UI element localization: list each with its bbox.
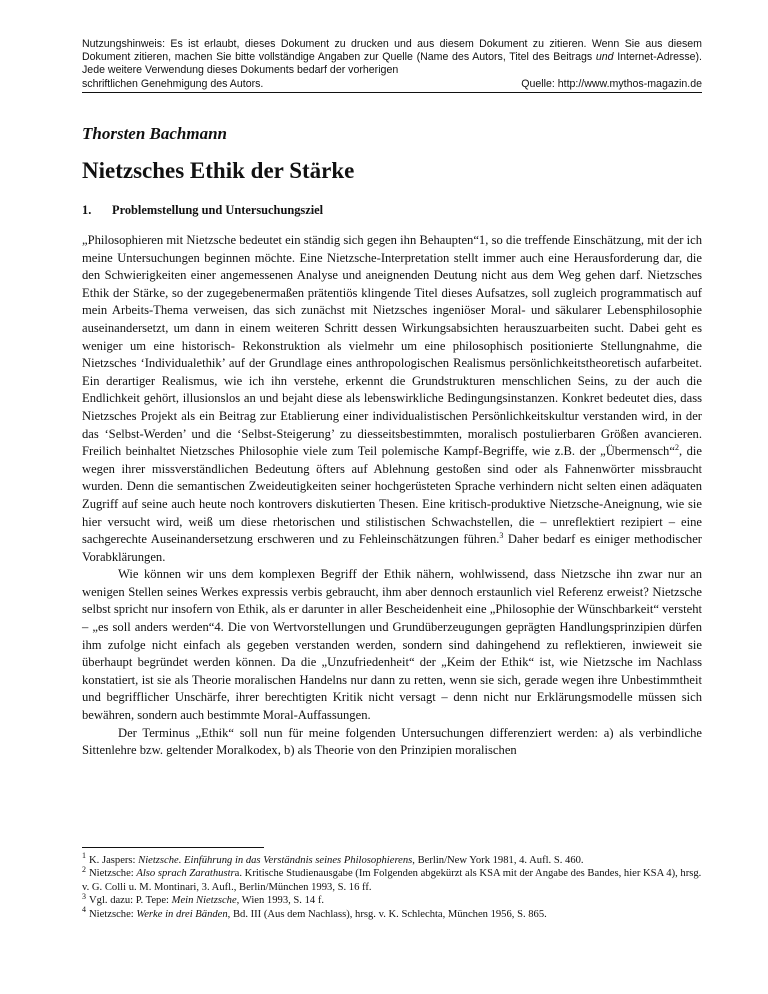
footnote-text: Nietzsche: [89, 908, 137, 920]
section-heading [82, 203, 323, 218]
section-title: Problemstellung und Untersuchungsziel [112, 203, 324, 217]
footnote-separator [82, 847, 264, 848]
paragraph-1-part-c: Daher bedarf es einiger methodischer Vorabklärungen. [82, 532, 703, 564]
footnote-number: 3 [82, 891, 86, 901]
footnote-1 [82, 851, 702, 867]
usage-notice-part-2: Internet-Adresse). Jede weitere Verwendung dieses Dokuments bedarf der vorherigen [82, 51, 702, 77]
footnotes [82, 851, 702, 921]
usage-notice [82, 38, 702, 93]
footnote-text: , Bd. III (Aus dem Nachlass), hrsg. v. K. Schlechta, München 1956, S. 865. [227, 908, 547, 920]
footnote-work-title: Werke in drei Bänden [136, 908, 228, 920]
document-title: Nietzsches Ethik der Stärke [82, 158, 355, 183]
footnote-text: Vgl. dazu: P. Tepe: [89, 895, 172, 907]
footnote-work-title: Nietzsche. Einführung in das Verständnis seines Philosophierens [138, 855, 413, 866]
usage-notice-italic: und [595, 51, 614, 64]
paragraph-3: Der Terminus „Ethik“ soll nun für meine folgenden Untersuchungen differenziert werden: a) als verbindliche Sittenlehre bzw. geltender Moralkodex, b) als Theorie von den Prinzipien moralischen [82, 725, 702, 758]
usage-notice-last-line [82, 78, 702, 91]
footnote-text: , Berlin/New York 1981, 4. Aufl. S. 460. [412, 855, 584, 866]
footnote-work-title: Mein Nietzsche [171, 895, 237, 907]
footnote-work-title: Also sprach Zarathustr [136, 868, 235, 880]
footnote-text: a. Kritische Studienausgabe (Im Folgenden abgekürzt als KSA mit der Angabe des Bandes, hier KSA 4), hrsg. v. G. Colli u. M. Montinari, 3. Aufl., Berlin/München 1993, S. 16 ff. [82, 868, 702, 893]
footnote-2 [82, 864, 702, 894]
footnote-text: Nietzsche: [89, 868, 137, 880]
footnote-number: 1 [82, 851, 86, 861]
body-text [82, 232, 702, 760]
author-name: Thorsten Bachmann [82, 124, 228, 143]
source-url: Quelle: http://www.mythos-magazin.de [521, 77, 702, 90]
usage-notice-permission: schriftlichen Genehmigung des Autors. [82, 77, 264, 90]
footnote-ref-2: 2 [674, 442, 679, 452]
footnote-4 [82, 905, 702, 921]
section-number: 1. [82, 203, 92, 217]
footnote-text: , Wien 1993, S. 14 f. [236, 895, 325, 907]
paragraph-1 [82, 232, 702, 566]
paragraph-1-part-a: „Philosophieren mit Nietzsche bedeutet ein ständig sich gegen ihn Behaupten“1, so die treffende Einschätzung, mit der ich meine Untersuchungen beginnen möchte. Eine Nietzsche-Interpretation stellt immer auch eine Herausforderung dar, die den Schwierigkeiten einer angemessenen Analyse und aneignenden Deutung nicht aus dem Weg gehen darf. Nietzsches Ethik der Stärke, so der zugegebenermaßen prätentiös klingende Titel dieses Aufsatzes, soll zugleich programmatisch auf mein Arbeits-Thema verweisen, das sich zunächst mit Nietzsches ingeniöser Moral- und säkularer Lebensphilosophie auseinandersetzt, um dann in einem weiteren Schritt dessen Wirkungsabsichten herauszuarbeiten sucht. Dabei geht es weniger um eine historisch- Rekonstruktion als vielmehr um eine philosophisch positionierte Stellungnahme, die Nietzsches ‘Individualethik’ auf der Grundlage eines anthropologischen Realismus persönlichkeitstheoretisch aufarbeitet. Ein derartiger Realismus, wie ich ihn verstehe, erkennt die Grundstrukturen menschlichen Seins, zu der auch die Endlichkeit gehört, illusionslos an und bejaht diese als lebenswirkliche Bedingungsinstanzen. Konkret bedeutet dies, dass Nietzsches Projekt als ein Beitrag zur Etablierung einer individualistischen Persönlichkeitskultur verstanden wird, in der das ‘Selbst-Werden’ und die ‘Selbst-Steigerung’ zu diesseitsbestimmten, moralisch postulierbaren Größen avancieren. Freilich beinhaltet Nietzsches Philosophie viele zum Teil polemische Kampf-Begriffe, wie z.B. der „Übermensch“ [82, 233, 702, 459]
paragraph-2: Wie können wir uns dem komplexen Begriff der Ethik nähern, wohlwissend, dass Nietzsche ihn zwar nur an wenigen Stellen seines Werkes expressis verbis gebraucht, ihm aber dennoch erstaunlich viel Referenz erweist? Nietzsche selbst spricht nur insofern von Ethik, als er darunter in aller Bescheidenheit eine „Philosophie der Wünschbarkeit“ versteht – „es soll anders werden“4. Die von Wertvorstellungen und Grundüberzeugungen geprägten Handlungsprinzipien dürfen ihm zufolge nicht einfach als gegeben verstanden werden, sondern sind dahingehend zu reflektieren, inwieweit sie überhaupt begründet werden können. Da die „Unzufriedenheit“ der „Keim der Ethik“ ist, wie Nietzsche im Nachlass konstatiert, ist sie als Theorie moralischen Handelns nur dann zu retten, wenn sie sich, gerade wegen ihre Unbestimmtheit und begrifflicher Unschärfe, ihrer berechtigten Kritik nicht versagt – denn nicht nur Erklärungsmodelle müssen sich bewähren, sondern auch bestimmte Moral-Auffassungen. [82, 567, 702, 723]
footnote-number: 4 [82, 905, 86, 915]
usage-notice-text [82, 38, 702, 78]
footnote-number: 2 [82, 864, 86, 874]
footnote-ref-3: 3 [499, 530, 504, 540]
usage-notice-part-1: Nutzungshinweis: Es ist erlaubt, dieses Dokument zu drucken und aus diesem Dokument zu zitieren. Wenn Sie aus diesem Dokument zitieren, machen Sie bitte vollständige Angaben zur Quelle (Name des Autors, Titel des Beitrags [82, 38, 702, 64]
paragraph-1-part-b: , die wegen ihrer missverständlichen Bedeutung öfters auf Ablehnung gestoßen sind oder als Fahnenwörter missbraucht wurden. Denn die semantischen Zweideutigkeiten seiner hochgerüsteten Sprache verhindern nicht selten einen adäquaten Zugriff auf seine auch heute noch kontrovers diskutierten Thesen. Eine kritisch-produktive Nietzsche-Aneignung, wie sie hier versucht wird, weiß um diese rhetorischen und stilistischen Schwachstellen, die – unreflektiert rezipiert – eine sachgerechte Auseinandersetzung erschweren und zu Fehleinschätzungen führen. [82, 444, 702, 547]
footnote-3 [82, 891, 702, 907]
footnote-text: K. Jaspers: [89, 855, 139, 866]
